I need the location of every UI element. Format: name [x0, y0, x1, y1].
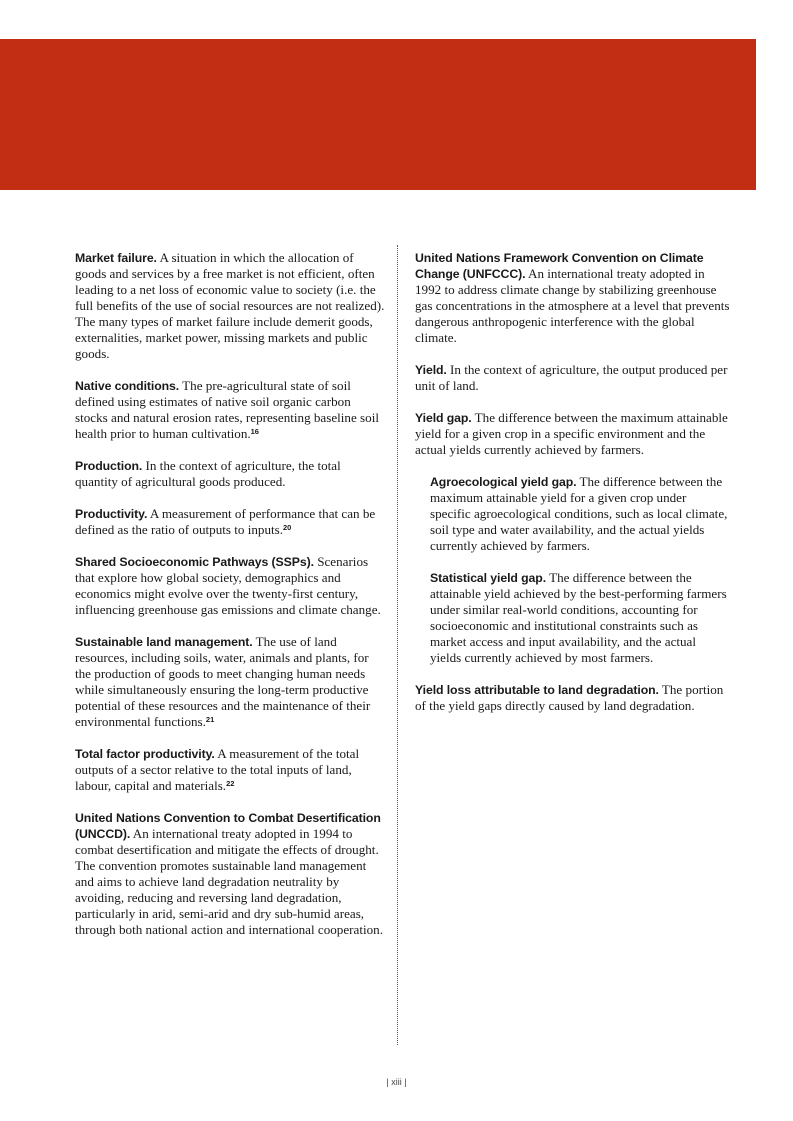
- glossary-term: United Nations Framework Convention on Climate Change (UNFCCC).: [415, 251, 704, 281]
- glossary-entry-ssps: [75, 554, 385, 618]
- glossary-entry-yield-gap: [415, 410, 730, 458]
- glossary-term: Shared Socioeconomic Pathways (SSPs).: [75, 555, 314, 569]
- glossary-term: Production.: [75, 459, 143, 473]
- glossary-right-column: [415, 250, 730, 730]
- glossary-term: United Nations Convention to Combat Desertification (UNCCD).: [75, 811, 381, 841]
- glossary-definition: Scenarios that explore how global society, demographics and economics might evolve over the twenty-first century, influencing greenhouse gas emissions and climate change.: [75, 554, 381, 617]
- glossary-left-column: [75, 250, 385, 954]
- glossary-definition: The portion of the yield gaps directly caused by land degradation.: [415, 682, 724, 713]
- glossary-entry-sustainable-land-management: [75, 634, 385, 730]
- footnote-ref: 16: [250, 427, 259, 436]
- glossary-definition: The use of land resources, including soils, water, animals and plants, for the production of goods to meet changing human needs while simultaneously ensuring the long-term productive potential of these resources and the maintenance of their environmental functions.: [75, 634, 371, 729]
- footnote-ref: 20: [283, 523, 292, 532]
- glossary-definition: In the context of agriculture, the total quantity of agricultural goods produced.: [75, 458, 341, 489]
- glossary-definition: The difference between the attainable yield achieved by the best-performing farmers under similar real-world conditions, accounting for socioeconomic and institutional constraints such as market access and input availability, and the actual yields currently achieved by most farmers.: [430, 570, 727, 665]
- glossary-entry-productivity: [75, 506, 385, 538]
- glossary-definition: The pre-agricultural state of soil defined using estimates of native soil organic carbon stocks and natural erosion rates, representing baseline soil health prior to human cultivation.: [75, 378, 379, 441]
- glossary-term: Market failure.: [75, 251, 157, 265]
- glossary-definition: A measurement of performance that can be defined as the ratio of outputs to inputs.: [75, 506, 376, 537]
- glossary-definition: An international treaty adopted in 1992 to address climate change by stabilizing greenhouse gas concentrations in the atmosphere at a level that prevents dangerous anthropogenic interference with the global climate.: [415, 266, 730, 345]
- glossary-definition: A situation in which the allocation of goods and services by a free market is not efficient, often leading to a net loss of economic value to society (i.e. the full benefits of the use of social resources are not realized). The many types of market failure include demerit goods, externalities, market power, missing markets and public goods.: [75, 250, 385, 361]
- glossary-entry-native-conditions: [75, 378, 385, 442]
- column-divider: [397, 245, 398, 1045]
- glossary-term: Total factor productivity.: [75, 747, 215, 761]
- glossary-definition: A measurement of the total outputs of a sector relative to the total inputs of land, labour, capital and materials.: [75, 746, 360, 793]
- glossary-entry-agroecological-yield-gap: [415, 474, 730, 554]
- glossary-term: Statistical yield gap.: [430, 571, 547, 585]
- glossary-term: Sustainable land management.: [75, 635, 253, 649]
- glossary-definition: An international treaty adopted in 1994 to combat desertification and mitigate the effects of drought. The convention promotes sustainable land management and aims to achieve land degradation neutrality by avoiding, reducing and reversing land degradation, particularly in arid, semi-arid and dry sub-humid areas, through both national action and international cooperation.: [75, 826, 383, 937]
- glossary-definition: In the context of agriculture, the output produced per unit of land.: [415, 362, 728, 393]
- glossary-entry-yield-loss: [415, 682, 730, 714]
- glossary-entry-statistical-yield-gap: [415, 570, 730, 666]
- glossary-entry-unccd: [75, 810, 385, 938]
- glossary-entry-unfccc: [415, 250, 730, 346]
- glossary-entry-yield: [415, 362, 730, 394]
- glossary-entry-market-failure: [75, 250, 385, 362]
- glossary-term: Productivity.: [75, 507, 148, 521]
- header-banner: [0, 39, 756, 190]
- footnote-ref: 22: [226, 779, 235, 788]
- page-number: | xiii |: [386, 1077, 407, 1087]
- glossary-term: Agroecological yield gap.: [430, 475, 577, 489]
- glossary-term: Yield.: [415, 363, 447, 377]
- glossary-definition: The difference between the maximum attainable yield for a given crop in a specific environment and the actual yields currently achieved by farmers.: [415, 410, 728, 457]
- glossary-term: Yield gap.: [415, 411, 472, 425]
- glossary-entry-total-factor-productivity: [75, 746, 385, 794]
- glossary-term: Native conditions.: [75, 379, 180, 393]
- glossary-entry-production: [75, 458, 385, 490]
- glossary-definition: The difference between the maximum attainable yield for a given crop under specific agroecological conditions, such as local climate, soil type and water availability, and the actual yields currently achieved by farmers.: [430, 474, 728, 553]
- glossary-term: Yield loss attributable to land degradation.: [415, 683, 659, 697]
- footnote-ref: 21: [205, 715, 215, 724]
